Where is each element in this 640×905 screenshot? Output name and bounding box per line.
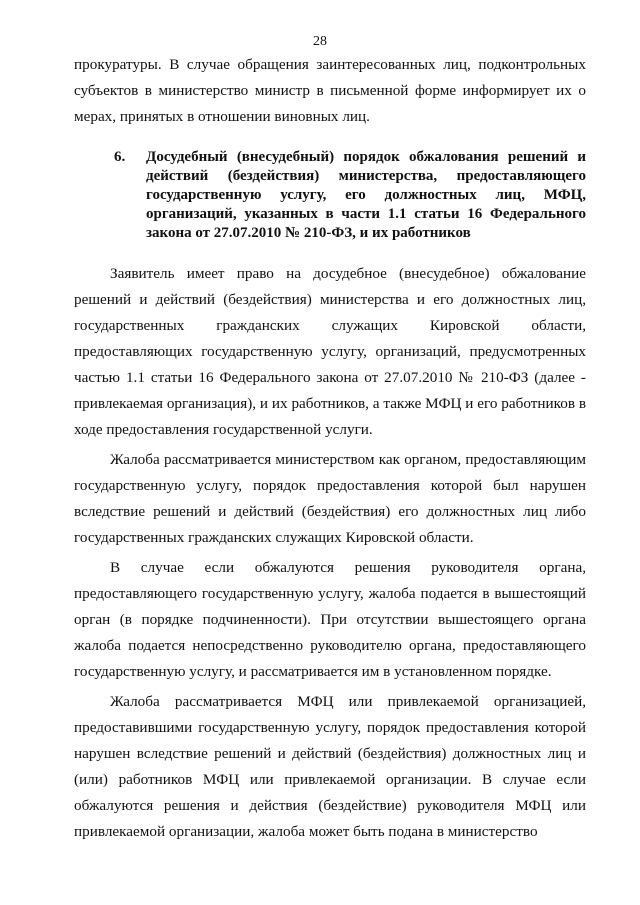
section-heading <box>74 148 586 243</box>
paragraph: Жалоба рассматривается МФЦ или привлекаемой организацией, предоставившими государственную услугу, порядок предоставления которой нарушен вследствие решений и действий (бездействия) должностных лиц и (или) работников МФЦ или привлекаемой организации. В случае если обжалуются решения и действия (бездействие) руководителя МФЦ или привлекаемой организации, жалоба может быть подана в министерство <box>74 693 586 840</box>
paragraph: Жалоба рассматривается министерством как органом, предоставляющим государственную услугу, порядок предоставления которой был нарушен вследствие решений и действий (бездействия) его должностных лиц либо государственных гражданских служащих Кировской области. <box>74 451 586 546</box>
section-title: Досудебный (внесудебный) порядок обжалования решений и действий (бездействия) министерства, предоставляющего государственную услугу, его должностных лиц, МФЦ, организаций, указанных в части 1.1 статьи 16 Федерального закона от 27.07.2010 № 210-ФЗ, и их работников <box>146 149 586 241</box>
paragraph: В случае если обжалуются решения руководителя органа, предоставляющего государственную услугу, жалоба подается в вышестоящий орган (в порядке подчиненности). При отсутствии вышестоящего органа жалоба подается непосредственно руководителю органа, предоставляющего государственную услугу, и рассматривается им в установленном порядке. <box>74 559 586 680</box>
section-number: 6. <box>114 149 126 165</box>
page-number: 28 <box>313 34 327 49</box>
continuation-paragraph: прокуратуры. В случае обращения заинтересованных лиц, подконтрольных субъектов в министерство министр в письменной форме информирует их о мерах, принятых в отношении виновных лиц. <box>74 56 586 125</box>
document-body <box>74 52 586 849</box>
paragraph: Заявитель имеет право на досудебное (внесудебное) обжалование решений и действий (бездействия) министерства и его должностных лиц, государственных гражданских служащих Кировской области, предоставляющих государственную услугу, организаций, предусмотренных частью 1.1 статьи 16 Федерального закона от 27.07.2010 № 210-ФЗ (далее - привлекаемая организация), и их работников, а также МФЦ и его работников в ходе предоставления государственной услуги. <box>74 265 586 438</box>
